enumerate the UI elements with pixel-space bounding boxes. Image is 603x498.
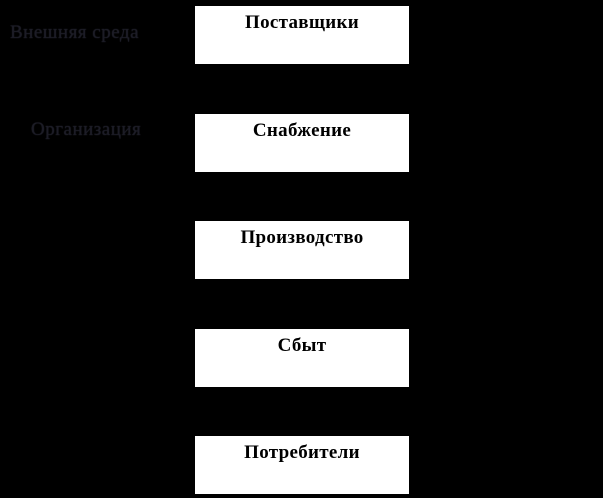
- flow-box-consumers-label: Потребители: [244, 442, 360, 463]
- flow-box-consumers: [194, 435, 410, 495]
- flow-box-production-label: Производство: [240, 227, 364, 248]
- flow-box-supply-label: Снабжение: [252, 120, 352, 141]
- flow-box-sales-label: Сбыт: [277, 335, 327, 356]
- organization-label: Организация: [31, 119, 142, 140]
- flow-box-supply: [194, 113, 410, 173]
- flow-box-suppliers-label: Поставщики: [245, 12, 359, 33]
- flow-box-suppliers: [194, 5, 410, 65]
- flow-box-production: [194, 220, 410, 280]
- flow-box-sales: [194, 328, 410, 388]
- external-environment-label: Внешняя среда: [10, 22, 140, 43]
